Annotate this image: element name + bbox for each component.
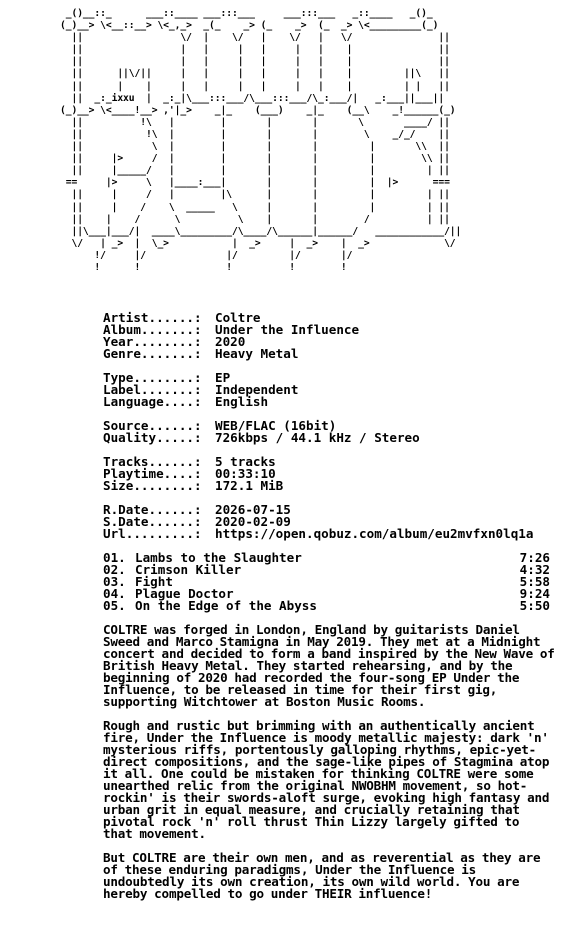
meta-quality: [103, 432, 563, 444]
meta-url: [103, 528, 563, 540]
meta-value: Coltre: [215, 310, 261, 325]
track-row: [103, 600, 550, 612]
meta-value: Under the Influence: [215, 322, 360, 337]
track-title: Crimson Killer: [135, 562, 242, 577]
description-paragraph: COLTRE was forged in London, England by guitarists Daniel Sweed and Marco Stamigna in May 2019. They met at a Midnight concert and decided to form a band inspired by the New Wave of British Heavy Metal. They started rehearsing, and by the beginning of 2020 had recorded the four-song EP Under the Influence, to be released in time for their first gig, supporting Witchtower at Boston Music Rooms.: [103, 622, 555, 709]
track-duration: 9:24: [519, 586, 550, 601]
track-number: 03.: [103, 574, 126, 589]
meta-label: Artist......:: [103, 310, 202, 325]
description: [103, 624, 555, 900]
meta-label: Album.......:: [103, 322, 202, 337]
track-number: 02.: [103, 562, 126, 577]
track-title: Lambs to the Slaughter: [135, 550, 302, 565]
meta-value: 2026-07-15: [215, 502, 291, 517]
meta-value: English: [215, 394, 269, 409]
meta-value: 726kbps / 44.1 kHz / Stereo: [215, 430, 420, 445]
meta-value: 2020-02-09: [215, 514, 291, 529]
track-number: 01.: [103, 550, 126, 565]
meta-label: Label.......:: [103, 382, 202, 397]
meta-value: 00:33:10: [215, 466, 276, 481]
track-title: Plague Doctor: [135, 586, 234, 601]
meta-label: Source......:: [103, 418, 202, 433]
meta-value: Heavy Metal: [215, 346, 299, 361]
meta-value: 5 tracks: [215, 454, 276, 469]
meta-url-value: https://open.qobuz.com/album/eu2mvfxn0lq1a: [215, 526, 534, 541]
track-number: 04.: [103, 586, 126, 601]
meta-label: Url.........:: [103, 526, 202, 541]
meta-label: Language....:: [103, 394, 202, 409]
description-paragraph: But COLTRE are their own men, and as reverential as they are of these enduring paradigms, Under the Influence is undoubtedly its own creation, its own wild world. You are hereby compelled to go under THEIR influence!: [103, 850, 541, 901]
description-paragraph: Rough and rustic but brimming with an authentically ancient fire, Under the Influence is moody metallic majesty: dark 'n' mysterious riffs, portentously galloping rhythms, epic-yet-direct compositions, and the sage-like pipes of Stagmina atop it all. One could be mistaken for thinking COLTRE were some unearthed relic from the original NWOBHM movement, so hot-rockin' is their swords-aloft surge, evoking high fantasy and urban grit in equal measure, and crucially retaining that pivotal rock 'n' roll thrust Thin Lizzy largely gifted to that movement.: [103, 718, 550, 841]
meta-value: Independent: [215, 382, 299, 397]
meta-size: [103, 480, 563, 492]
track-duration: 7:26: [519, 550, 550, 565]
meta-label: Size........:: [103, 478, 202, 493]
track-duration: 5:58: [519, 574, 550, 589]
meta-value: WEB/FLAC (16bit): [215, 418, 337, 433]
ascii-logo-banner: _()__::_ ___::____ ___:::___ ___:::___ _::____ _()_ (_)__> \<__::__> \<_,_> _(_ _> (_ _> (_ _> \<_________(_) || \/ | \/ | \/ | \/ || || | | | | | | | || || | | | | | | | || || ||\/|| | | | | | | | ||\ || || | | | | | | | | | | | || || _:_ixxu | _:_|\___:::___/\___:::___/\_:___/| _:___||___|| (_)__> \<____!__> ,'|_> _|_ (___) _|_ (__\ _!______(_) || !\ | | | | \ ____/ || || !\ | | | | \ _/_/ || || \ | | | | | \\ || || |> / | | | | | \\ || || |_____/ | | | | | | || == |> \ |____:___| | | | |> === || | / | |\ | | | | || || | / \ _____ \ | | | | || || | / \ \ | | / | || ||\___|___/| ____\_________/\____/\______|______/ ____________/|| \/ | _> | \_> | _> | _> | _> \/ !/ |/ |/ |/ |/ ! ! ! ! !: [60, 8, 462, 273]
meta-label: Genre.......:: [103, 346, 202, 361]
meta-genre: [103, 348, 563, 360]
track-duration: 4:32: [519, 562, 550, 577]
meta-label: Playtime....:: [103, 466, 202, 481]
meta-value: 2020: [215, 334, 246, 349]
meta-label: R.Date......:: [103, 502, 202, 517]
meta-label: Quality.....:: [103, 430, 202, 445]
meta-value: 172.1 MiB: [215, 478, 284, 493]
meta-label: Year........:: [103, 334, 202, 349]
meta-language: [103, 396, 563, 408]
meta-label: Type........:: [103, 370, 202, 385]
meta-label: Tracks......:: [103, 454, 202, 469]
release-info: [103, 312, 563, 900]
meta-value: EP: [215, 370, 231, 385]
track-title: On the Edge of the Abyss: [135, 598, 317, 613]
track-duration: 5:50: [519, 598, 550, 613]
tracklist: [103, 552, 563, 612]
track-title: Fight: [135, 574, 173, 589]
meta-label: S.Date......:: [103, 514, 202, 529]
track-number: 05.: [103, 598, 126, 613]
